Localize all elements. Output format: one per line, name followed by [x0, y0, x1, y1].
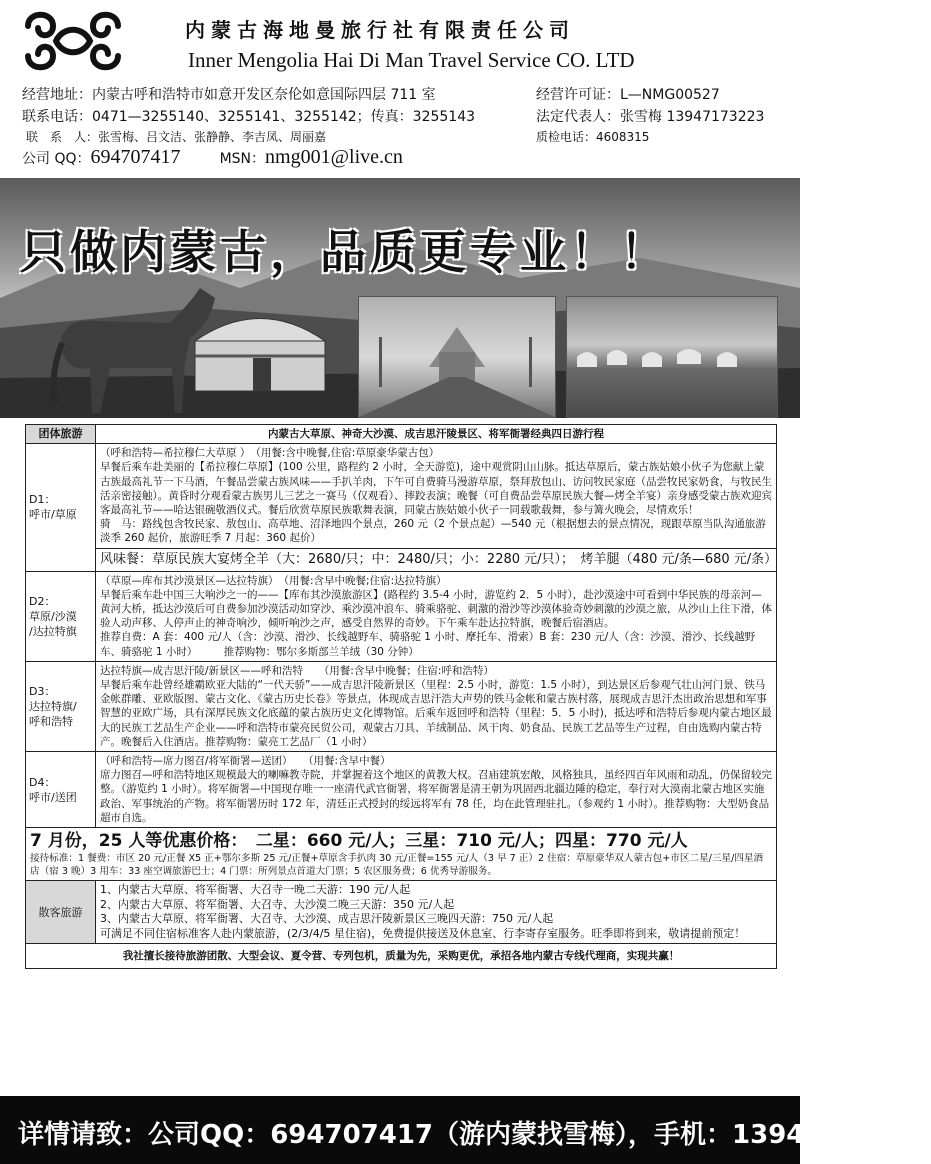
day-route: 达拉特旗—成吉思汗陵/新景区——呼和浩特 （用餐:含早中晚餐；住宿:呼和浩特）: [100, 664, 494, 677]
company-logo-icon: [18, 6, 128, 76]
price-cell: [26, 828, 777, 881]
company-quality-phone: 质检电话：4608315: [536, 130, 650, 144]
footer-contact: 详情请致：公司QQ：694707417（游内蒙找雪梅），手机：13947173223: [18, 1120, 931, 1150]
photo-grassland: [566, 296, 778, 418]
contact-line: [22, 146, 403, 169]
loose-item: 可满足不同住宿标准客人赴内蒙旅游，(2/3/4/5 星住宿)，免费提供接送及休息室、行李寄存室服务。旺季即将到来，敬请提前预定！: [100, 926, 746, 940]
photo-plaza: [358, 296, 556, 418]
table-title-row: [26, 425, 777, 444]
qq-label: 公司 QQ：: [22, 151, 91, 167]
day-route: （呼和浩特—希拉穆仁大草原 ） （用餐:含中晚餐,住宿:草原豪华蒙古包）: [100, 447, 440, 460]
day-label: D3： 达拉特旗/ 呼和浩特: [26, 661, 96, 751]
itinerary-table: [25, 424, 777, 969]
day-route: （草原—库布其沙漠景区—达拉特旗） （用餐:含早中晚餐;住宿:达拉特旗）: [100, 574, 447, 587]
day-row-1: [26, 444, 777, 571]
loose-item: 3、内蒙古大草原、将军衙署、大召寺、大沙漠、成吉思汗陵新景区三晚四天游：750 元/人起: [100, 912, 554, 926]
banner: [0, 178, 800, 418]
day-content: [96, 752, 777, 828]
company-name-en: Inner Mengolia Hai Di Man Travel Service CO. LTD: [188, 48, 635, 72]
day-content: [96, 444, 777, 571]
day-row-2: [26, 571, 777, 661]
day-extra: 骑 马：路线包含牧民家、敖包山、高草地、沼泽地四个景点，260 元（2 个景点起）—540 元（根据想去的景点情况，现跟草原当队沟通旅游淡季 260 起价，旅游旺季 7 月起：360 起价）: [100, 518, 766, 545]
banner-slogan: 只做内蒙古，品质更专业！！: [20, 225, 670, 279]
loose-item: 2、内蒙古大草原、将军衙署、大召寺、大沙漠二晚三天游：350 元/人起: [100, 897, 455, 911]
loose-tour-row: [26, 881, 777, 944]
day-row-3: [26, 661, 777, 751]
header: [0, 0, 800, 180]
msn-address[interactable]: nmg001@live.cn: [265, 146, 403, 168]
day-label: D4： 呼市/送团: [26, 752, 96, 828]
company-license: 经营许可证：L—NMG00527: [536, 87, 720, 103]
day-row-4: [26, 752, 777, 828]
company-name-cn: 内蒙古海地曼旅行社有限责任公司: [185, 18, 575, 42]
day-route: （呼和浩特—席力图召/将军衙署—送团） （用餐:含早中餐）: [100, 755, 391, 768]
day-label: D1： 呼市/草原: [26, 444, 96, 571]
day-content: [96, 661, 777, 751]
msn-label: MSN：: [219, 151, 266, 167]
company-legal-rep: 法定代表人：张雪梅 13947173223: [536, 109, 765, 125]
company-contacts: 联 系 人：张雪梅、吕文洁、张静静、李吉凤、周丽嘉: [26, 130, 327, 144]
group-tour-label: 团体旅游: [26, 425, 96, 444]
day-desc: 席力图召—呼和浩特地区规模最大的喇嘛教寺院，并掌握着这个地区的黄教大权。召庙建筑宏敞，风格独具，虽经四百年风雨和动乱，仍保留较完整。（游览约 1 小时）。将军衙署—中国现存唯一一座清代武官衙署，将军衙署是清王朝为巩固西北疆边陲的稳定，奉行对大漠南北蒙古地区实施政治、军事统治的产物。将军衙署历时 172 年，清廷正式授封的绥远将军有 78 任，均在此管理驻扎。（参观约 1 小时）。推荐购物：大型奶食品超市自选。: [100, 769, 772, 824]
qq-number[interactable]: 694707417: [90, 146, 181, 168]
loose-item: 1、内蒙古大草原、将军衙署、大召寺一晚二天游：190 元/人起: [100, 883, 411, 897]
day-desc: 早餐后乘车赴中国三大响沙之一的——【库布其沙漠旅游区】(路程约 3.5-4 小时，游览约 2．5 小时），赴沙漠途中可看到中华民族的母亲河—黄河大桥，抵达沙漠后可自费参加沙漠活动如穿沙、乘沙漠冲浪车、骑乘骆驼、刺激的滑沙等沙漠体验奇妙刺激的沙漠之旅，从沙山上往下滑，体验人动声移、人停声止的神奇响沙，倾听响沙之声，感受自然界的奇妙。下午乘车赴达拉特旗，晚餐后宿酒店。: [100, 588, 772, 630]
service-standard: 接待标准：1 餐费：市区 20 元/正餐 X5 正+鄂尔多斯 25 元/正餐+草原含手扒肉 30 元/正餐=155 元/人（3 早 7 正）2 住宿：草原豪华双人蒙古包+市区二星/三星/四星酒店（宿 3 晚）3 用车：33 座空调旅游巴士；4 门票：所列景点首道大门票；5 农区服务费；6 优秀导游服务。: [30, 853, 764, 878]
day-extra2: 风味餐：草原民族大宴烤全羊（大：2680/只；中：2480/只；小：2280 元/只）； 烤羊腿（480 元/条—680 元/条）: [96, 548, 776, 569]
day-desc: 早餐后乘车赴曾经雄霸欧亚大陆的“一代天骄”——成吉思汗陵新景区（里程：2.5 小时，游览：1.5 小时），到达景区后参观气壮山河门景、铁马金帐群雕、亚欧版图、蒙古文化、《蒙古历史长卷》等景点，体现成吉思汗浩大声势的铁马金帐和蒙古族村落，展现成吉思汗杰出政治思想和军事智慧的亚欧广场，具有深厚民族文化底蕴的蒙古族历史文化博物馆。后乘车返回呼和浩特（里程：5．5 小时)，抵达呼和浩特后参观内蒙古地区最大的民族工艺品生产企业——呼和浩特市蒙亮民贸公司，观蒙古刀具、羊绒制品、风干肉、奶食品、民族工艺品等生产过程，自由选购内蒙古特产。晚餐后入住酒店。推荐购物：蒙亮工艺品厂（1 小时）: [100, 679, 772, 748]
day-extra: 推荐自费：A 套：400 元/人（含：沙漠、滑沙、长线越野车、骑骆驼 1 小时、摩托车、滑索）B 套：230 元/人（含：沙漠、滑沙、长线越野车、骑骆驼 1 小时） 推荐购物：鄂尔多斯部兰羊绒（30 分钟）: [100, 631, 756, 658]
company-address: 经营地址：内蒙古呼和浩特市如意开发区奈伦如意国际四层 711 室: [22, 87, 436, 103]
loose-tour-label: 散客旅游: [26, 881, 96, 944]
loose-tour-content: [96, 881, 777, 944]
itinerary-title: 内蒙古大草原、神奇大沙漠、成吉思汗陵景区、将军衙署经典四日游行程: [96, 425, 777, 444]
horse-icon: [50, 283, 220, 418]
day-desc: 早餐后乘车赴美丽的【希拉穆仁草原】(100 公里，路程约 2 小时，全天游览)，途中观赏阴山山脉。抵达草原后，蒙古族姑娘小伙子为您献上蒙古族最高礼节一下马酒，午餐品尝蒙古族风味——手扒羊肉，下午可自费骑马漫游草原，祭拜敖包山、访问牧民家庭（品尝牧民家奶食，与牧民生活亲密接触）。黄昏时分观看蒙古族男儿三艺之一赛马（仅观看）、摔跤表演；晚餐（可自费品尝草原民族大餐—烤全羊宴）亲身感受蒙古族欢迎宾客最高礼节——哈达银碗敬酒仪式。餐后欣赏草原民族歌舞表演，同蒙古族姑娘小伙子一同载歌载舞，参与篝火晚会，尽情欢乐！: [100, 461, 772, 517]
price-line: 7 月份，25 人等优惠价格： 二星：660 元/人；三星：710 元/人；四星：770 元/人: [30, 831, 688, 852]
company-phone: 联系电话：0471—3255140、3255141、3255142；传真：3255143: [22, 109, 476, 125]
day-label: D2： 草原/沙漠 /达拉特旗: [26, 571, 96, 661]
price-row: [26, 828, 777, 881]
company-note: 我社擅长接待旅游团散、大型会议、夏令营、专列包机，质量为先，采购更优，承招各地内蒙古专线代理商，实现共赢！: [26, 944, 777, 969]
day-content: [96, 571, 777, 661]
note-row: [26, 944, 777, 969]
footer-bar: [0, 1096, 931, 1164]
